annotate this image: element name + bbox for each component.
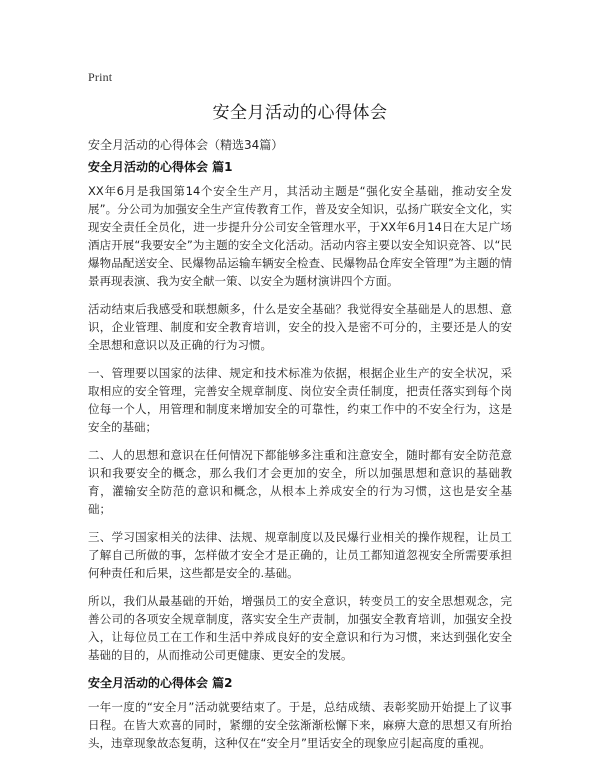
section-heading: 安全月活动的心得体会 篇2: [88, 676, 233, 690]
page-title: 安全月活动的心得体会: [212, 103, 388, 123]
section-2: [88, 674, 512, 752]
paragraph: 所以，我们从最基础的开始，增强员工的安全意识，转变员工的安全思想观念，完善公司的各项安全规章制度，落实安全生产责制，加强安全教育培训，加强安全投入，让每位员工在工作和生活中养成良好的安全意识和行为习惯，来达到强化安全基础的目的，从而推动公司更健康、更安全的发展。: [88, 594, 512, 662]
paragraph: 三、学习国家相关的法律、法规、规章制度以及民爆行业相关的操作规程，让员工了解自己所做的事，怎样做才安全才是正确的，让员工都知道忽视安全所需要承担何种责任和后果，这些都是安全的.基础。: [88, 530, 512, 580]
paragraph: 一、管理要以国家的法律、规定和技术标准为依据，根据企业生产的安全状况，采取相应的安全管理，完善安全规章制度、岗位安全责任制度，把责任落实到每个岗位每一个人，用管理和制度来增加安全的可靠性，约束工作中的不安全行为，这是安全的基础；: [88, 366, 512, 434]
print-label[interactable]: Print: [88, 70, 113, 84]
section-heading: 安全月活动的心得体会 篇1: [88, 160, 233, 174]
paragraph: 活动结束后我感受和联想颇多，什么是安全基础？我觉得安全基础是人的思想、意识，企业管理、制度和安全教育培训，安全的投入是密不可分的，主要还是人的安全思想和意识以及正确的行为习惯。: [88, 302, 512, 352]
paragraph: XX年6月是我国第14个安全生产月，其活动主题是“强化安全基础，推动安全发展”。分公司为加强安全生产宣传教育工作，普及安全知识，弘扬广联安全文化，实现安全责任全员化，进一步提升分公司安全管理水平，于XX年6月14日在大足广场酒店开展“我要安全”为主题的安全文化活动。活动内容主要以安全知识竞答、以“民爆物品配送安全、民爆物品运输车辆安全检查、民爆物品仓库安全管理”为主题的情景再现表演、我为安全献一策、以安全为题材演讲四个方面。: [88, 184, 512, 288]
page-subtitle: 安全月活动的心得体会（精选34篇）: [88, 138, 284, 152]
paragraph: 二、人的思想和意识在任何情况下都能够多注重和注意安全，随时都有安全防范意识和我要安全的概念，那么我们才会更加的安全，所以加强思想和意识的基础教育，灌输安全防范的意识和概念，从根本上养成安全的行为习惯，这也是安全基础；: [88, 448, 512, 516]
section-1: [88, 158, 512, 664]
article-body: [88, 158, 512, 762]
paragraph: 一年一度的“安全月”活动就要结束了。于是，总结成绩、表彰奖励开始提上了议事日程。在皆大欢喜的同时，紧绷的安全弦渐渐松懈下来，麻痹大意的思想又有所抬头，违章现象故态复萌，这种仅在“安全月”里话安全的现象应引起高度的重视。: [88, 700, 512, 750]
